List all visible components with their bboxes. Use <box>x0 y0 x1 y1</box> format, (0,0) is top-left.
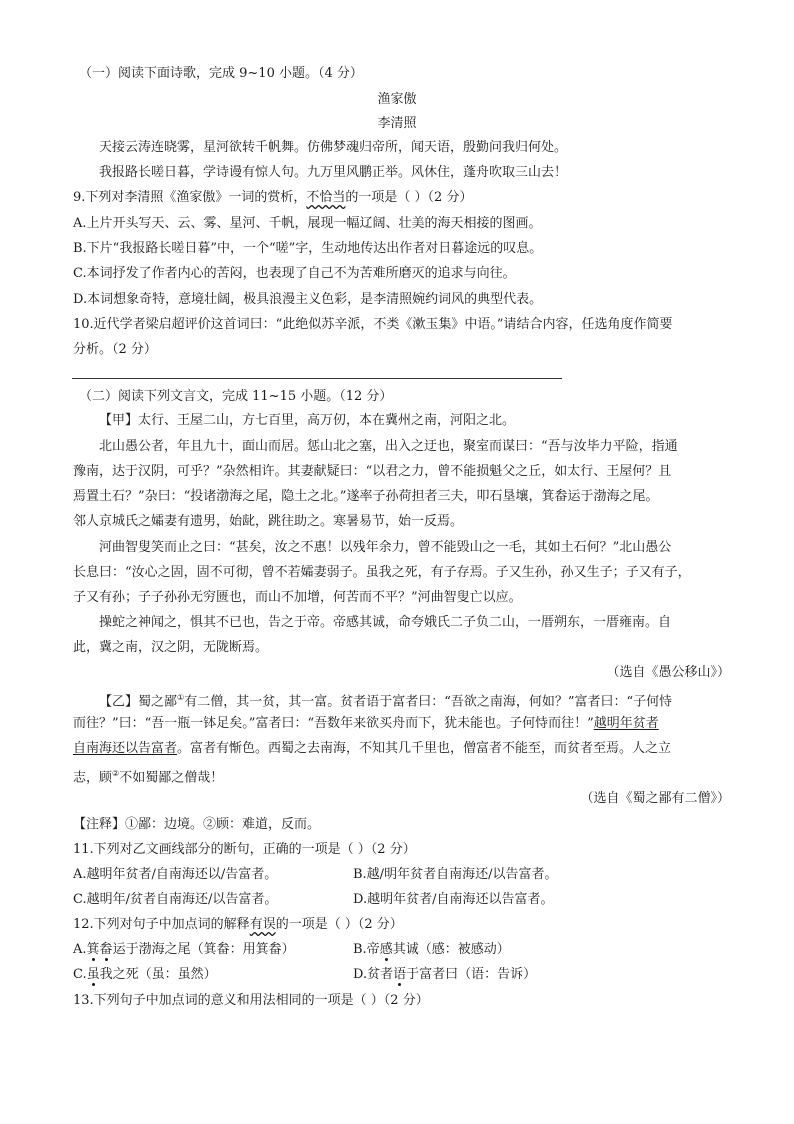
q9-option-b: B.下片“我报路长嗟日暮”中，一个“嗟”字，生动地传达出作者对日暮途远的叹息。 <box>73 241 543 256</box>
note-marker-2: ② <box>112 769 120 778</box>
jia-para-1: 【甲】太行、王屋二山，方七百里，高万仞，本在冀州之南，河阳之北。 <box>99 413 516 428</box>
q11-option-c: C.越明年/贫者自南海还/以告富者。 <box>73 892 278 907</box>
jia-para-3-line-2: 长息曰：“汝心之固，固不可彻，曾不若孀妻弱子。虽我之死，有子存焉。子又生孙，孙又生子；子又有子， <box>73 565 691 580</box>
q12-option-b: B.帝感其诚（感：被感动） <box>353 942 510 957</box>
underlined-passage-1: 越明年贫者 <box>593 716 659 731</box>
jia-para-4-line-1: 操蛇之神闻之，惧其不已也，告之于帝。帝感其诚，命夸娥氏二子负二山，一厝朔东，一厝雍南。自 <box>99 615 672 630</box>
jia-source: （选自《愚公移山》） <box>606 665 730 680</box>
q12-option-c: C.虽我之死（虽：虽然） <box>73 967 217 982</box>
yi-line-2: 而往？”曰：“吾一瓶一钵足矣。”富者曰：“吾数年来欲买舟而下，犹未能也。子何恃而往！”越明年贫者 <box>73 716 659 731</box>
q11-option-d: D.越明年贫者/自南海还以告富者。 <box>353 892 554 907</box>
q12-option-a: A.箕畚运于渤海之尾（箕畚：用箕畚） <box>73 942 295 957</box>
q11-option-a: A.越明年贫者/自南海还以/告富者。 <box>73 867 278 882</box>
question-12: 12.下列对句子中加点词的解释有误的一项是（ ）（2 分） <box>73 917 403 932</box>
question-9: 9.下列对李清照《渔家傲》一词的赏析，不恰当的一项是（ ）（2 分） <box>73 190 473 205</box>
jia-para-2-line-3: 焉置土石？”杂曰：“投诸渤海之尾，隐土之北。”遂率子孙荷担者三夫，叩石垦壤，箕畚运于渤海之尾。 <box>73 489 659 504</box>
dotted-word: 畚 <box>99 942 113 957</box>
jia-para-4-line-2: 此，冀之南，汉之阴，无陇断焉。 <box>73 640 269 655</box>
question-10-line-2: 分析。（2 分） <box>73 342 157 357</box>
yi-line-1: 【乙】蜀之鄙①有二僧，其一贫，其一富。贫者语于富者曰：“吾欲之南海，何如？”富者曰：“子何恃 <box>99 693 673 710</box>
dotted-word: 箕 <box>86 942 100 957</box>
underlined-passage-2: 自南海还以告富者 <box>73 741 178 756</box>
q12-option-d: D.贫者语于富者曰（语：告诉） <box>353 967 537 982</box>
poem-line-1: 天接云涛连晓雾，星河欲转千帆舞。仿佛梦魂归帝所，闻天语，殷勤问我归何处。 <box>99 140 568 155</box>
q9-option-a: A.上片开头写天、云、雾、星河、千帆，展现一幅辽阔、壮美的海天相接的图画。 <box>73 216 542 231</box>
annotation-note: 【注释】①鄙：边境。②顾：难道，反而。 <box>73 817 321 832</box>
part2-heading: （二）阅读下列文言文，完成 11~15 小题。（12 分） <box>79 389 393 404</box>
q9-emphasis: 不恰当 <box>306 190 346 205</box>
question-11: 11.下列对乙文画线部分的断句，正确的一项是（ ）（2 分） <box>73 842 416 857</box>
dotted-word: 语 <box>393 967 407 982</box>
question-13: 13.下列句子中加点词的意义和用法相同的一项是（ ）（2 分） <box>73 993 429 1008</box>
yi-line-4: 志，顾②不如蜀鄙之僧哉！ <box>73 769 224 786</box>
poem-line-2: 我报路长嗟日暮，学诗谩有惊人句。九万里风鹏正举。风休住，蓬舟吹取三山去！ <box>99 165 568 180</box>
q9-option-c: C.本词抒发了作者内心的苦闷，也表现了自己不为苦难所磨灭的追求与向往。 <box>73 266 516 281</box>
jia-para-2-line-2: 豫南，达于汉阴，可乎？”杂然相许。其妻献疑曰：“以君之力，曾不能损魁父之丘，如太行、王屋何？且 <box>73 464 672 479</box>
jia-para-3-line-3: 子又有孙；子子孙孙无穷匮也，而山不加增，何苦而不平？”河曲智叟亡以应。 <box>73 590 522 605</box>
section-divider <box>72 378 562 379</box>
jia-para-2-line-4: 邻人京城氏之孀妻有遗男，始龀，跳往助之。寒暑易节，始一反焉。 <box>73 514 464 529</box>
yi-source: （选自《蜀之鄙有二僧》） <box>580 791 730 806</box>
jia-para-3-line-1: 河曲智叟笑而止之曰：“甚矣，汝之不惠！以残年余力，曾不能毁山之一毛，其如土石何？”北山愚公 <box>99 540 672 555</box>
note-marker-1: ① <box>177 693 185 702</box>
dotted-word: 虽 <box>86 967 100 982</box>
question-10-line-1: 10.近代学者梁启超评价这首词曰：“此绝似苏辛派，不类《漱玉集》中语。”请结合内容，任选角度作简要 <box>73 317 673 332</box>
q9-option-d: D.本词想象奇特，意境壮阔，极具浪漫主义色彩，是李清照婉约词风的典型代表。 <box>73 292 543 307</box>
poem-title: 渔家傲 <box>377 92 417 107</box>
poem-author: 李清照 <box>377 116 417 131</box>
q12-emphasis: 有误 <box>249 917 276 932</box>
part1-heading: （一）阅读下面诗歌，完成 9~10 小题。（4 分） <box>79 66 363 81</box>
jia-para-2-line-1: 北山愚公者，年且九十，面山而居。惩山北之塞，出入之迂也，聚室而谋曰：“吾与汝毕力平险，指通 <box>99 439 678 454</box>
q11-option-b: B.越/明年贫者自南海还/以告富者。 <box>353 867 558 882</box>
yi-line-3: 自南海还以告富者。富者有惭色。西蜀之去南海，不知其几千里也，僧富者不能至，而贫者至焉。人之立 <box>73 741 672 756</box>
dotted-word: 感 <box>379 942 393 957</box>
